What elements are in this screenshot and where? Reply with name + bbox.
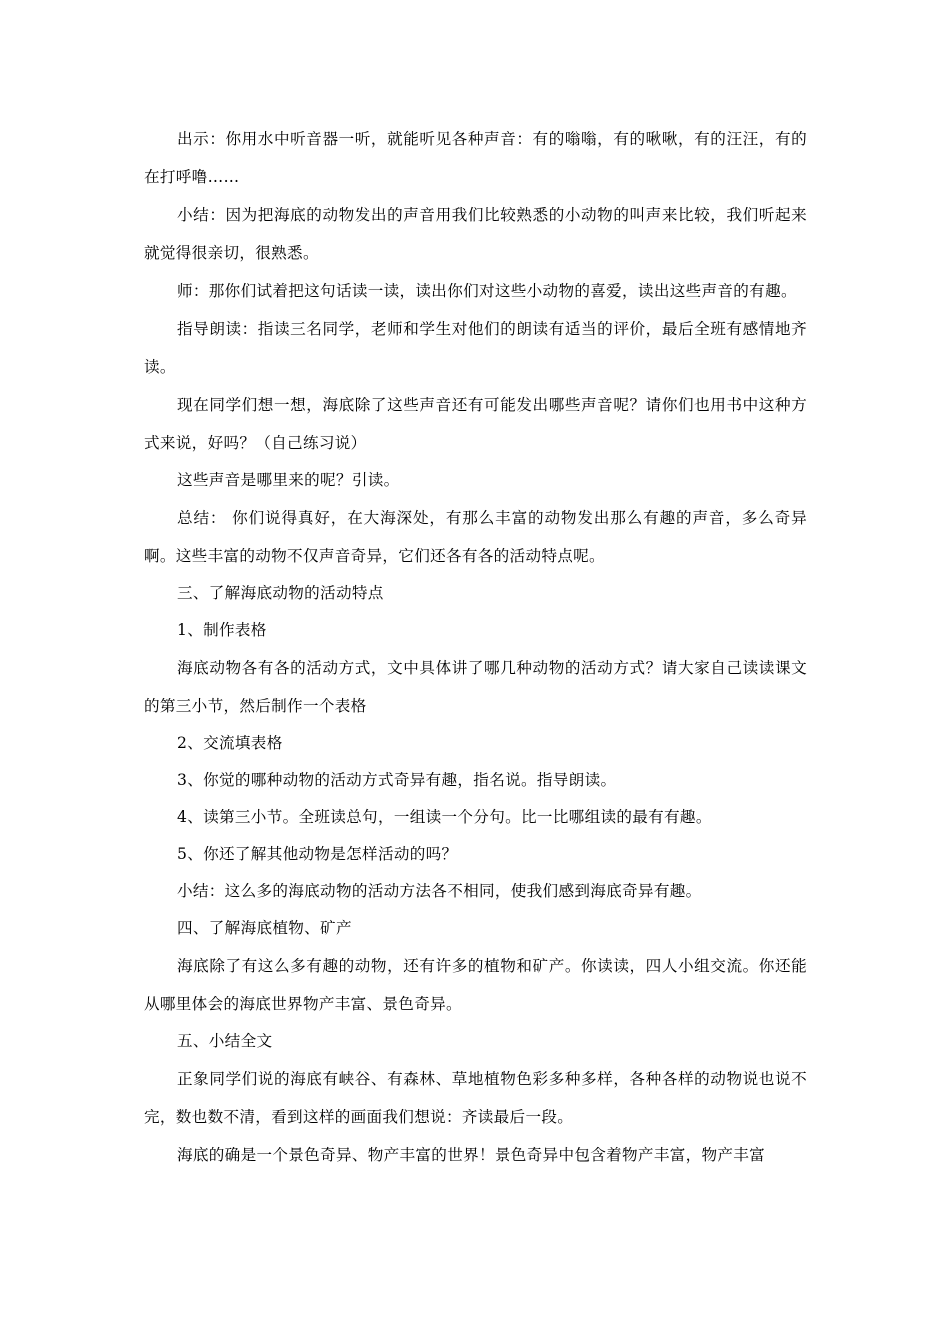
- section-heading-5: 五、小结全文: [177, 1032, 273, 1050]
- paragraph-teacher-prompt: 师：那你们试着把这句话读一读，读出你们对这些小动物的喜爱，读出这些声音的有趣。: [177, 282, 797, 300]
- paragraph-conclusion: 总结： 你们说得真好，在大海深处，有那么丰富的动物发出那么有趣的声音，多么奇异啊。这些丰富的动物不仅声音奇异，它们还各有各的活动特点呢。: [144, 509, 807, 565]
- list-item-2: 2、交流填表格: [177, 734, 283, 752]
- paragraph-activity-methods: 海底动物各有各的活动方式，文中具体讲了哪几种动物的活动方式？请大家自己读读课文的第三小节，然后制作一个表格: [144, 659, 807, 715]
- list-item-5: 5、你还了解其他动物是怎样活动的吗？: [177, 845, 458, 863]
- paragraph-sound-source: 这些声音是哪里来的呢？引读。: [177, 471, 400, 489]
- paragraph-full-summary: 正象同学们说的海底有峡谷、有森林、草地植物色彩多种多样，各种各样的动物说也说不完，数也数不清，看到这样的画面我们想说：齐读最后一段。: [144, 1070, 807, 1126]
- paragraph-plants-minerals: 海底除了有这么多有趣的动物，还有许多的植物和矿产。你读读，四人小组交流。你还能从哪里体会的海底世界物产丰富、景色奇异。: [144, 957, 807, 1013]
- section-heading-4: 四、了解海底植物、矿产: [177, 919, 352, 937]
- section-heading-3: 三、了解海底动物的活动特点: [177, 584, 384, 602]
- paragraph-demonstration: 出示：你用水中听音器一听，就能听见各种声音：有的嗡嗡，有的啾啾，有的汪汪，有的在打呼噜……: [144, 130, 807, 186]
- paragraph-think-sounds: 现在同学们想一想，海底除了这些声音还有可能发出哪些声音呢？请你们也用书中这种方式来说，好吗？（自己练习说）: [144, 396, 807, 452]
- paragraph-summary-sounds: 小结：因为把海底的动物发出的声音用我们比较熟悉的小动物的叫声来比较，我们听起来就觉得很亲切，很熟悉。: [144, 206, 807, 262]
- paragraph-closing: 海底的确是一个景色奇异、物产丰富的世界！景色奇异中包含着物产丰富，物产丰富: [177, 1146, 766, 1164]
- list-item-1: 1、制作表格: [177, 621, 267, 639]
- paragraph-summary-activities: 小结：这么多的海底动物的活动方法各不相同，使我们感到海底奇异有趣。: [177, 882, 702, 900]
- list-item-3: 3、你觉的哪种动物的活动方式奇异有趣，指名说。指导朗读。: [177, 771, 617, 789]
- list-item-4: 4、读第三小节。全班读总句，一组读一个分句。比一比哪组读的最有有趣。: [177, 808, 712, 826]
- paragraph-guided-reading: 指导朗读：指读三名同学，老师和学生对他们的朗读有适当的评价，最后全班有感情地齐读。: [144, 320, 807, 376]
- document-body: [144, 120, 807, 1174]
